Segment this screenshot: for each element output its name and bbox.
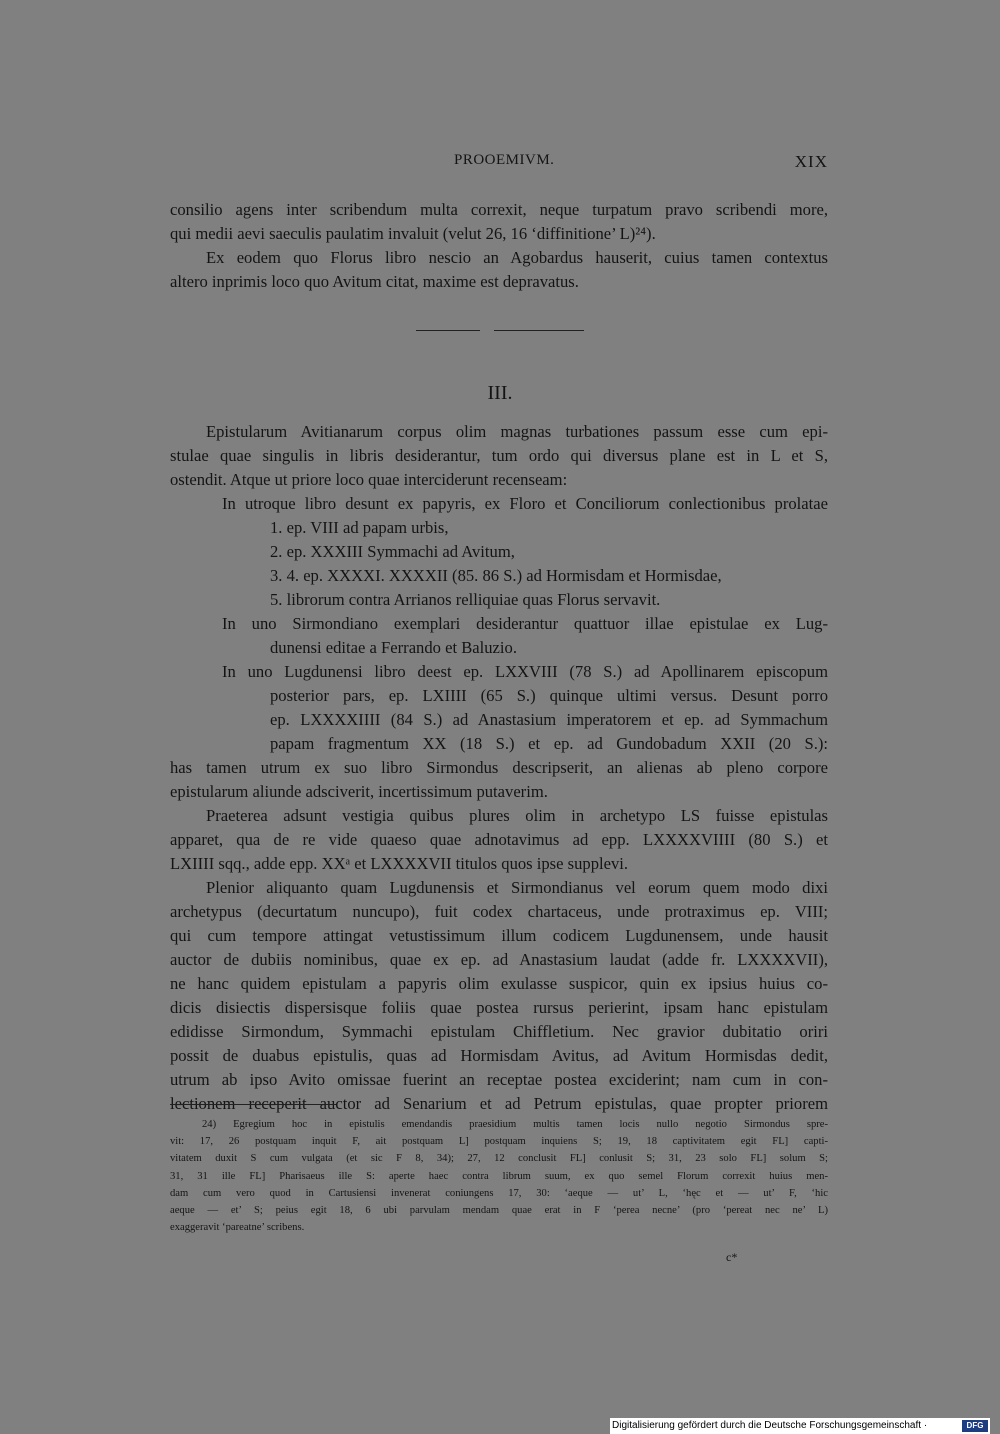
- text-line: apparet, qua de re vide quaeso quae adnotavimus ad epp. LXXXXVIIII (80 S.) et: [170, 830, 828, 849]
- text-line: ne hanc quidem epistulam a papyris olim exulasse suspicor, quin ex ipsius huius co-: [170, 974, 828, 993]
- list-item: 5. librorum contra Arrianos relliquiae quas Florus servavit.: [270, 590, 661, 609]
- text-line: Plenior aliquanto quam Lugdunensis et Sirmondianus vel eorum quem modo dixi: [206, 878, 828, 897]
- list-item: 1. ep. VIII ad papam urbis,: [270, 518, 449, 537]
- body-text-section-iii: [170, 420, 828, 1116]
- footnotes: [170, 1116, 828, 1236]
- footnote-line: dam cum vero quod in Cartusiensi invenerat coniungens 17, 30: ‘aeque — ut’ L, ‘hęc et — ut’ F, ‘hic: [170, 1187, 828, 1199]
- section-heading: III.: [487, 382, 513, 404]
- dfg-logo-icon: DFG: [962, 1420, 988, 1432]
- text-line: dicis disiectis dispersisque foliis quae postea rursus perierint, ipsam hanc epistulam: [170, 998, 828, 1017]
- text-line: lectionem receperit auctor ad Senarium et ad Petrum epistulas, quae propter priorem: [170, 1094, 828, 1113]
- text-line: stulae quae singulis in libris desiderantur, tum ordo qui diversus plane est in L et S,: [170, 446, 828, 465]
- text-line: ostendit. Atque ut priore loco quae interciderunt recenseam:: [170, 470, 568, 489]
- text-line: qui cum tempore attingat vetustissimum illum codicem Lugdunensem, unde hausit: [170, 926, 828, 945]
- text-line: Ex eodem quo Florus libro nescio an Agobardus hauserit, cuius tamen contextus: [206, 248, 828, 267]
- text-line: qui medii aevi saeculis paulatim invaluit (velut 26, 16 ‘diffinitione’ L)²⁴).: [170, 224, 656, 243]
- text-line: edidisse Sirmondum, Symmachi epistulam Chiffletium. Nec gravior dubitatio oriri: [170, 1022, 828, 1041]
- footnote-line: vitatem duxit S cum vulgata (et sic F 8, 34); 27, 12 conclusit FL] conlusit S; 31, 23 solo FL] solum S;: [170, 1153, 828, 1165]
- text-line: epistularum aliunde adsciverit, incertissimum putaverim.: [170, 782, 548, 801]
- text-line: altero inprimis loco quo Avitum citat, maxime est depravatus.: [170, 272, 579, 291]
- section-divider-right: [494, 330, 584, 331]
- list-item-sirmond: In uno Sirmondiano exemplari desiderantur quattuor illae epistulae ex Lug-: [222, 614, 828, 633]
- running-title: PROOEMIVM.: [454, 152, 555, 168]
- text-line: LXIIII sqq., adde epp. XXᵃ et LXXXXVII titulos quos ipse supplevi.: [170, 854, 629, 873]
- text-line: Epistularum Avitianarum corpus olim magnas turbationes passum esse cum epi-: [206, 422, 828, 441]
- text-line: possit de duabus epistulis, quas ad Hormisdam Avitus, ad Avitum Hormisdas dedit,: [170, 1046, 828, 1065]
- list-item-lugdun: ep. LXXXXIIII (84 S.) ad Anastasium imperatorem et ep. ad Symmachum: [270, 710, 828, 729]
- text-line: Praeterea adsunt vestigia quibus plures olim in archetypo LS fuisse epistulas: [206, 806, 828, 825]
- list-item-sirmond: dunensi editae a Ferrando et Baluzio.: [270, 638, 517, 657]
- text-line: auctor de dubiis nominibus, quae ex ep. ad Anastasium laudat (adde fr. LXXXXVII),: [170, 950, 828, 969]
- footnote-rule: [170, 1104, 336, 1105]
- running-header: [170, 152, 828, 176]
- list-item: 2. ep. XXXIII Symmachi ad Avitum,: [270, 542, 515, 561]
- list-item-utroque: In utroque libro desunt ex papyris, ex Floro et Conciliorum conlectionibus prolatae: [222, 494, 828, 513]
- signature-mark: c*: [726, 1250, 738, 1264]
- footnote-line: 31, 31 ille FL] Pharisaeus ille S: aperte haec contra librum suum, ex quo semel Florum correxit huius men-: [170, 1170, 828, 1182]
- body-text-top: [170, 198, 828, 294]
- text-line: consilio agens inter scribendum multa correxit, neque turpatum pravo scribendi more,: [170, 200, 828, 219]
- list-item: 3. 4. ep. XXXXI. XXXXII (85. 86 S.) ad Hormisdam et Hormisdae,: [270, 566, 722, 585]
- text-line: utrum ab ipso Avito omissae fuerint an receptae postea exciderint; nam cum in con-: [170, 1070, 828, 1089]
- text-line: has tamen utrum ex suo libro Sirmondus descripserit, an alienas ab pleno corpore: [170, 758, 828, 777]
- page-number: XIX: [794, 152, 828, 171]
- footnote-line: vit: 17, 26 postquam inquit F, ait postquam L] postquam inquiens S; 19, 18 captivitatem egit FL] capti-: [170, 1136, 828, 1148]
- footnote-line: 24) Egregium hoc in epistulis emendandis praesidium multis tamen locis nullo negotio Sirmondus spre-: [202, 1119, 828, 1130]
- list-item-lugdun: papam fragmentum XX (18 S.) et ep. ad Gundobadum XXII (20 S.):: [270, 734, 828, 753]
- list-item-lugdun: In uno Lugdunensi libro deest ep. LXXVIII (78 S.) ad Apollinarem episcopum: [222, 662, 828, 681]
- list-item-lugdun: posterior pars, ep. LXIIII (65 S.) quinque ultimi versus. Desunt porro: [270, 686, 828, 705]
- funding-banner[interactable]: [610, 1418, 990, 1434]
- text-line: archetypus (decurtatum nuncupo), fuit codex chartaceus, unde protraximus ep. VIII;: [170, 902, 828, 921]
- footnote-line: aeque — et’ S; peius egit 18, 6 ubi parvulam mendam quae erat in F ‘perea necne’ (pro ‘pereat nec ne’ L): [170, 1204, 828, 1216]
- funding-banner-text: Digitalisierung gefördert durch die Deutsche Forschungsgemeinschaft ·: [612, 1420, 928, 1431]
- section-divider-left: [416, 330, 480, 331]
- footnote-line: exaggeravit ‘pareatne’ scribens.: [170, 1222, 305, 1234]
